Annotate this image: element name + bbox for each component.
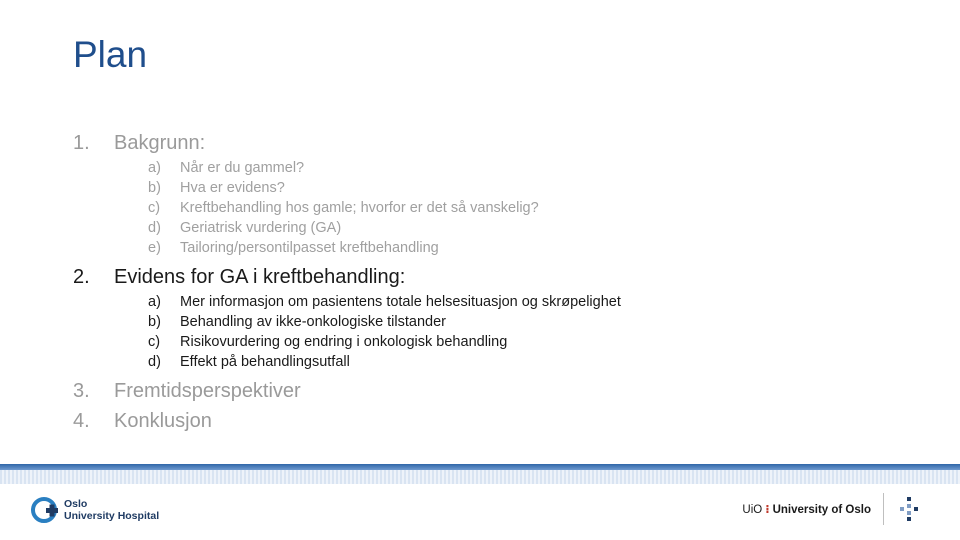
- outline-number: 2.: [73, 266, 90, 288]
- outline-item-1: [73, 128, 893, 158]
- sublist-letter: c): [148, 200, 161, 216]
- hospital-cross-icon: [30, 495, 60, 525]
- sublist-letter: c): [148, 334, 161, 350]
- sublist-text: Effekt på behandlingsutfall: [180, 354, 350, 370]
- sublist-text: Behandling av ikke-onkologiske tilstander: [180, 314, 446, 330]
- outline-label: Evidens for GA i kreftbehandling:: [114, 266, 406, 288]
- sublist-item: [148, 312, 893, 332]
- outline-label: Fremtidsperspektiver: [114, 380, 301, 402]
- outline-item-2: [73, 262, 893, 292]
- sublist-item: [148, 352, 893, 372]
- hospital-name-line1: Oslo: [64, 498, 88, 510]
- outline-label: Bakgrunn:: [114, 132, 206, 154]
- sublist-1: [148, 158, 893, 258]
- uio-wordmark: [742, 502, 871, 516]
- sublist-letter: d): [148, 220, 161, 236]
- sublist-letter: d): [148, 354, 161, 370]
- sublist-letter: b): [148, 180, 161, 196]
- uio-mark: ⁝: [765, 504, 770, 516]
- logo-divider: [883, 493, 884, 525]
- sublist-item: [148, 218, 893, 238]
- hospital-name-line2: University Hospital: [64, 510, 160, 522]
- sublist-2: [148, 292, 893, 372]
- sublist-item: [148, 198, 893, 218]
- outline-number: 4.: [73, 410, 90, 432]
- sublist-item: [148, 178, 893, 198]
- sublist-text: Risikovurdering og endring i onkologisk behandling: [180, 334, 508, 350]
- uio-logo: [742, 492, 920, 526]
- sublist-letter: a): [148, 160, 161, 176]
- sublist-text: Mer informasjon om pasientens totale helsesituasjon og skrøpelighet: [180, 294, 621, 310]
- sublist-letter: a): [148, 294, 161, 310]
- outline-item-4: [73, 406, 893, 436]
- sublist-text: Hva er evidens?: [180, 180, 285, 196]
- uio-full-name: University of Oslo: [772, 504, 871, 516]
- hospital-name: [64, 498, 159, 522]
- outline-number: 3.: [73, 380, 90, 402]
- sublist-text: Når er du gammel?: [180, 160, 305, 176]
- outline-item-3: [73, 376, 893, 406]
- oslo-university-hospital-logo: [30, 495, 159, 525]
- sublist-letter: b): [148, 314, 161, 330]
- outline-list: [73, 128, 893, 436]
- sublist-item: [148, 332, 893, 352]
- outline-label: Konklusjon: [114, 410, 212, 432]
- sublist-text: Kreftbehandling hos gamle; hvorfor er det så vanskelig?: [180, 200, 539, 216]
- sublist-letter: e): [148, 240, 161, 256]
- sublist-item: [148, 292, 893, 312]
- uio-seal-dots-icon: [898, 496, 920, 522]
- sublist-text: Tailoring/persontilpasset kreftbehandling: [180, 240, 439, 256]
- sublist-item: [148, 238, 893, 258]
- sublist-item: [148, 158, 893, 178]
- sublist-text: Geriatrisk vurdering (GA): [180, 220, 342, 236]
- outline-number: 1.: [73, 132, 90, 154]
- slide-title: Plan: [73, 34, 148, 75]
- uio-short: UiO: [742, 504, 763, 516]
- footer-band-pattern: [0, 470, 960, 484]
